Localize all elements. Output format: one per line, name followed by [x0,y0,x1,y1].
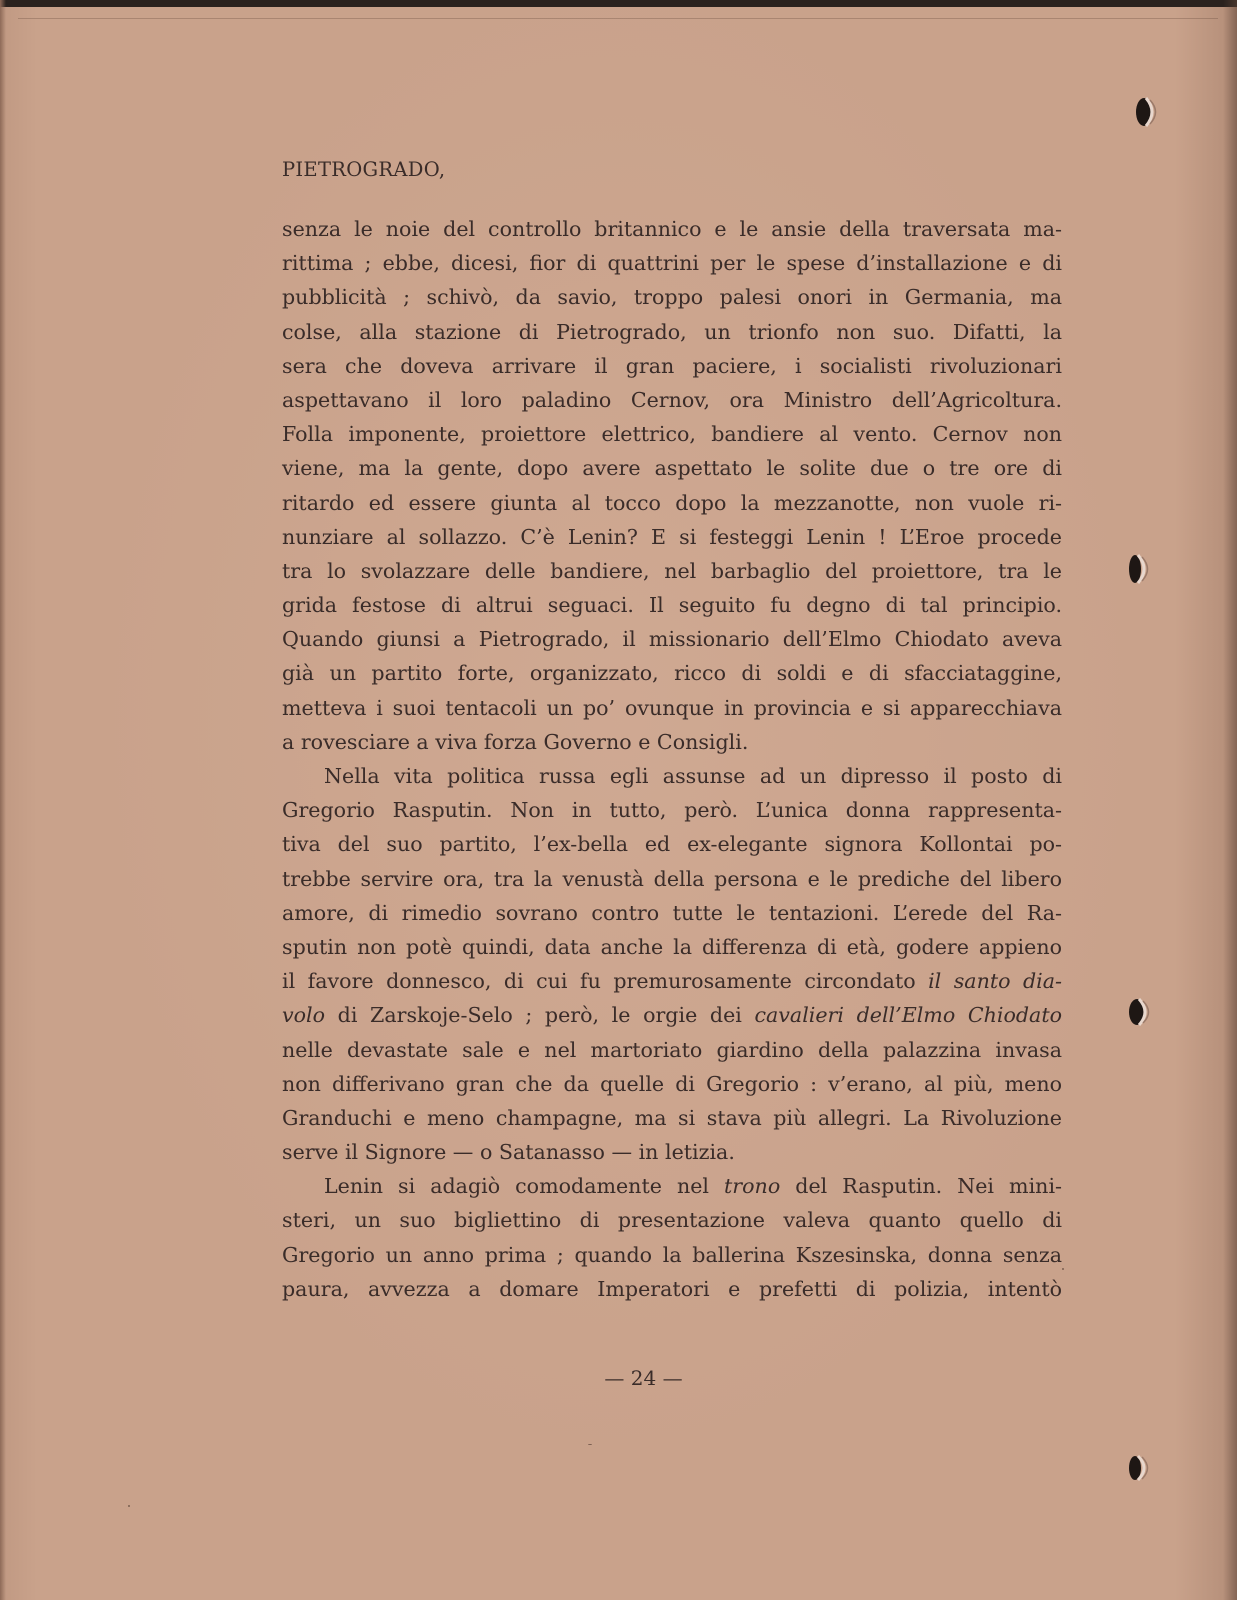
text-line: amore, di rimedio sovrano contro tutte le tentazioni. L’erede del Ra- [282,900,1062,925]
text-run: Lenin si adagiò comodamente nel [324,1174,725,1199]
text-line: nunziare al sollazzo. C’è Lenin? E si festeggi Lenin ! L’Eroe procede [282,524,1062,549]
body-text [282,212,1062,1306]
binder-hole-icon [1127,992,1155,1032]
text-line: sera che doveva arrivare il gran paciere, i socialisti rivoluzionari [282,353,1062,378]
text-line: Nella vita politica russa egli assunse ad un dipresso il posto di [324,764,1062,788]
binder-hole-icon [1126,549,1154,589]
text-line: sputin non potè quindi, data anche la differenza di età, godere appieno [282,934,1062,959]
text-line [282,964,1062,998]
page-number: — 24 — [604,1366,683,1390]
page-left-edge [0,0,6,1600]
text-line: viene, ma la gente, dopo avere aspettato le solite due o tre ore di [282,456,1062,481]
text-line: serve il Signore — o Satanasso — in letizia. [282,1140,735,1165]
text-run: il favore donnesco, di cui fu premurosamente circondato [282,969,929,994]
running-head: PIETROGRADO, [282,158,446,181]
text-run: del Rasputin. Nei mini- [780,1174,1062,1199]
paper-speck [1062,1268,1064,1270]
text-line: ritardo ed essere giunta al tocco dopo la mezzanotte, non vuole ri- [282,490,1062,515]
page-top-edge [0,0,1237,7]
text-line: nelle devastate sale e nel martoriato giardino della palazzina invasa [282,1037,1062,1062]
italic-run: trono [724,1174,781,1199]
text-line: aspettavano il loro paladino Cernov, ora Ministro dell’Agricoltura. [282,387,1062,412]
italic-run: il santo dia- [928,969,1062,994]
text-line: paura, avvezza a domare Imperatori e prefetti di polizia, intentò [282,1276,1062,1301]
text-line: steri, un suo bigliettino di presentazione valeva quanto quello di [282,1208,1062,1233]
text-line: a rovesciare a viva forza Governo e Consigli. [282,729,749,754]
italic-run: volo [282,1003,326,1028]
text-line: metteva i suoi tentacoli un po’ ovunque in provincia e si apparecchiava [282,695,1062,720]
text-line: Granduchi e meno champagne, ma si stava più allegri. La Rivoluzione [282,1105,1062,1130]
text-line: Gregorio Rasputin. Non in tutto, però. L’unica donna rappresenta- [282,798,1062,823]
text-line: grida festose di altrui seguaci. Il seguito fu degno di tal principio. [282,593,1062,618]
text-line: non differivano gran che da quelle di Gregorio : v’erano, al più, meno [282,1071,1062,1096]
text-line: Folla imponente, proiettore elettrico, bandiere al vento. Cernov non [282,422,1062,447]
italic-run: cavalieri dell’Elmo Chiodato [754,1003,1062,1028]
text-line [282,1169,1062,1203]
text-line: tra lo svolazzare delle bandiere, nel barbaglio del proiettore, tra le [282,558,1062,583]
text-line [282,998,1062,1032]
paper-speck [588,1444,592,1445]
page-right-edge [1223,0,1237,1600]
text-line: tiva del suo partito, l’ex-bella ed ex-elegante signora Kollontai po- [282,832,1062,857]
text-line: rittima ; ebbe, dicesi, fior di quattrini per le spese d’installazione e di [282,251,1062,276]
text-run: di Zarskoje-Selo ; però, le orgie dei [325,1003,755,1028]
text-line: Quando giunsi a Pietrogrado, il missionario dell’Elmo Chiodato aveva [282,627,1062,652]
text-line: Gregorio un anno prima ; quando la ballerina Kszesinska, donna senza [282,1242,1062,1267]
paper-speck [128,1505,130,1507]
page-fold-line [18,18,1218,19]
binder-hole-icon [1126,1448,1154,1488]
text-line: pubblicità ; schivò, da savio, troppo palesi onori in Germania, ma [282,285,1062,310]
text-line: trebbe servire ora, tra la venustà della persona e le prediche del libero [282,866,1062,891]
text-line: già un partito forte, organizzato, ricco di soldi e di sfacciataggine, [282,661,1062,686]
binder-hole-icon [1134,92,1162,132]
text-line: senza le noie del controllo britannico e le ansie della traversata ma- [282,217,1062,241]
text-line: colse, alla stazione di Pietrogrado, un trionfo non suo. Difatti, la [282,319,1062,344]
